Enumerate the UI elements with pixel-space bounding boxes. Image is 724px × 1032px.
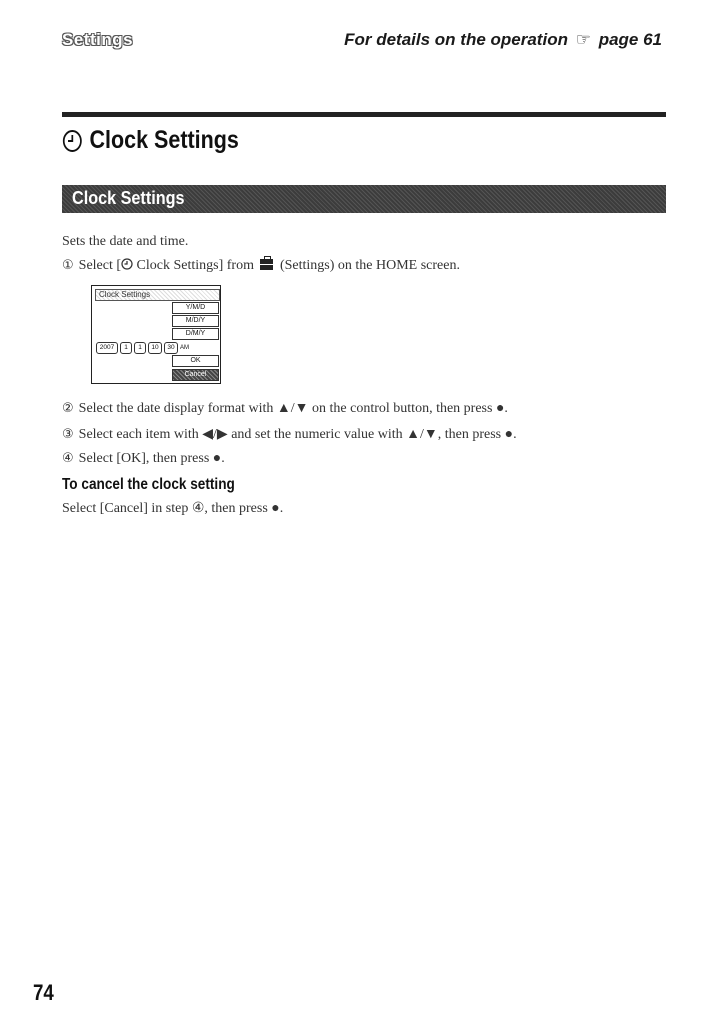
- date-time-fields: [96, 342, 189, 354]
- step-2-text: Select the date display format with ▲/▼ on the control button, then press ●.: [78, 401, 508, 416]
- screen-title: Clock Settings: [95, 289, 220, 301]
- step-1-text-c: (Settings) on the HOME screen.: [276, 258, 460, 273]
- step-2: [62, 401, 508, 417]
- hour-field[interactable]: 10: [148, 342, 162, 354]
- clock-settings-screen: [91, 285, 221, 384]
- page-title-text: Clock Settings: [89, 126, 239, 154]
- format-option-mdy[interactable]: M/D/Y: [172, 315, 219, 327]
- page-title: [62, 126, 239, 155]
- step-1-text-b: Clock Settings] from: [133, 258, 258, 273]
- step-number: ④: [62, 451, 74, 466]
- ampm-indicator: AM: [180, 345, 189, 351]
- pointing-hand-icon: ☞: [575, 30, 591, 49]
- step-number: ③: [62, 427, 74, 442]
- reference-page: page 61: [598, 30, 662, 49]
- clock-icon: [62, 129, 83, 153]
- intro-text: Sets the date and time.: [62, 234, 189, 249]
- clock-icon: [121, 258, 133, 272]
- step-3-text: Select each item with ◀/▶ and set the numeric value with ▲/▼, then press ●.: [78, 427, 517, 442]
- step-4-text: Select [OK], then press ●.: [78, 451, 225, 466]
- cancel-button[interactable]: Cancel: [172, 369, 219, 381]
- step-3: [62, 426, 517, 443]
- reference-text: For details on the operation: [344, 30, 568, 49]
- step-4: [62, 451, 225, 467]
- step-1: [62, 258, 460, 274]
- month-field[interactable]: 1: [120, 342, 132, 354]
- header-section-label: Settings: [62, 30, 134, 49]
- cancel-subheading: To cancel the clock setting: [62, 476, 235, 493]
- day-field[interactable]: 1: [134, 342, 146, 354]
- year-field[interactable]: 2007: [96, 342, 118, 354]
- step-number: ①: [62, 258, 74, 273]
- section-bar-label: Clock Settings: [72, 188, 185, 208]
- cancel-instructions: Select [Cancel] in step ④, then press ●.: [62, 501, 284, 516]
- toolbox-settings-icon: [260, 259, 273, 270]
- format-option-ymd[interactable]: Y/M/D: [172, 302, 219, 314]
- header-page-reference: [344, 30, 662, 50]
- ok-button[interactable]: OK: [172, 355, 219, 367]
- step-1-text-a: Select [: [78, 258, 122, 273]
- minute-field[interactable]: 30: [164, 342, 178, 354]
- step-number: ②: [62, 401, 74, 416]
- page-number: 74: [33, 980, 54, 1005]
- top-divider: [62, 112, 666, 117]
- format-option-dmy[interactable]: D/M/Y: [172, 328, 219, 340]
- section-bar: [62, 185, 666, 213]
